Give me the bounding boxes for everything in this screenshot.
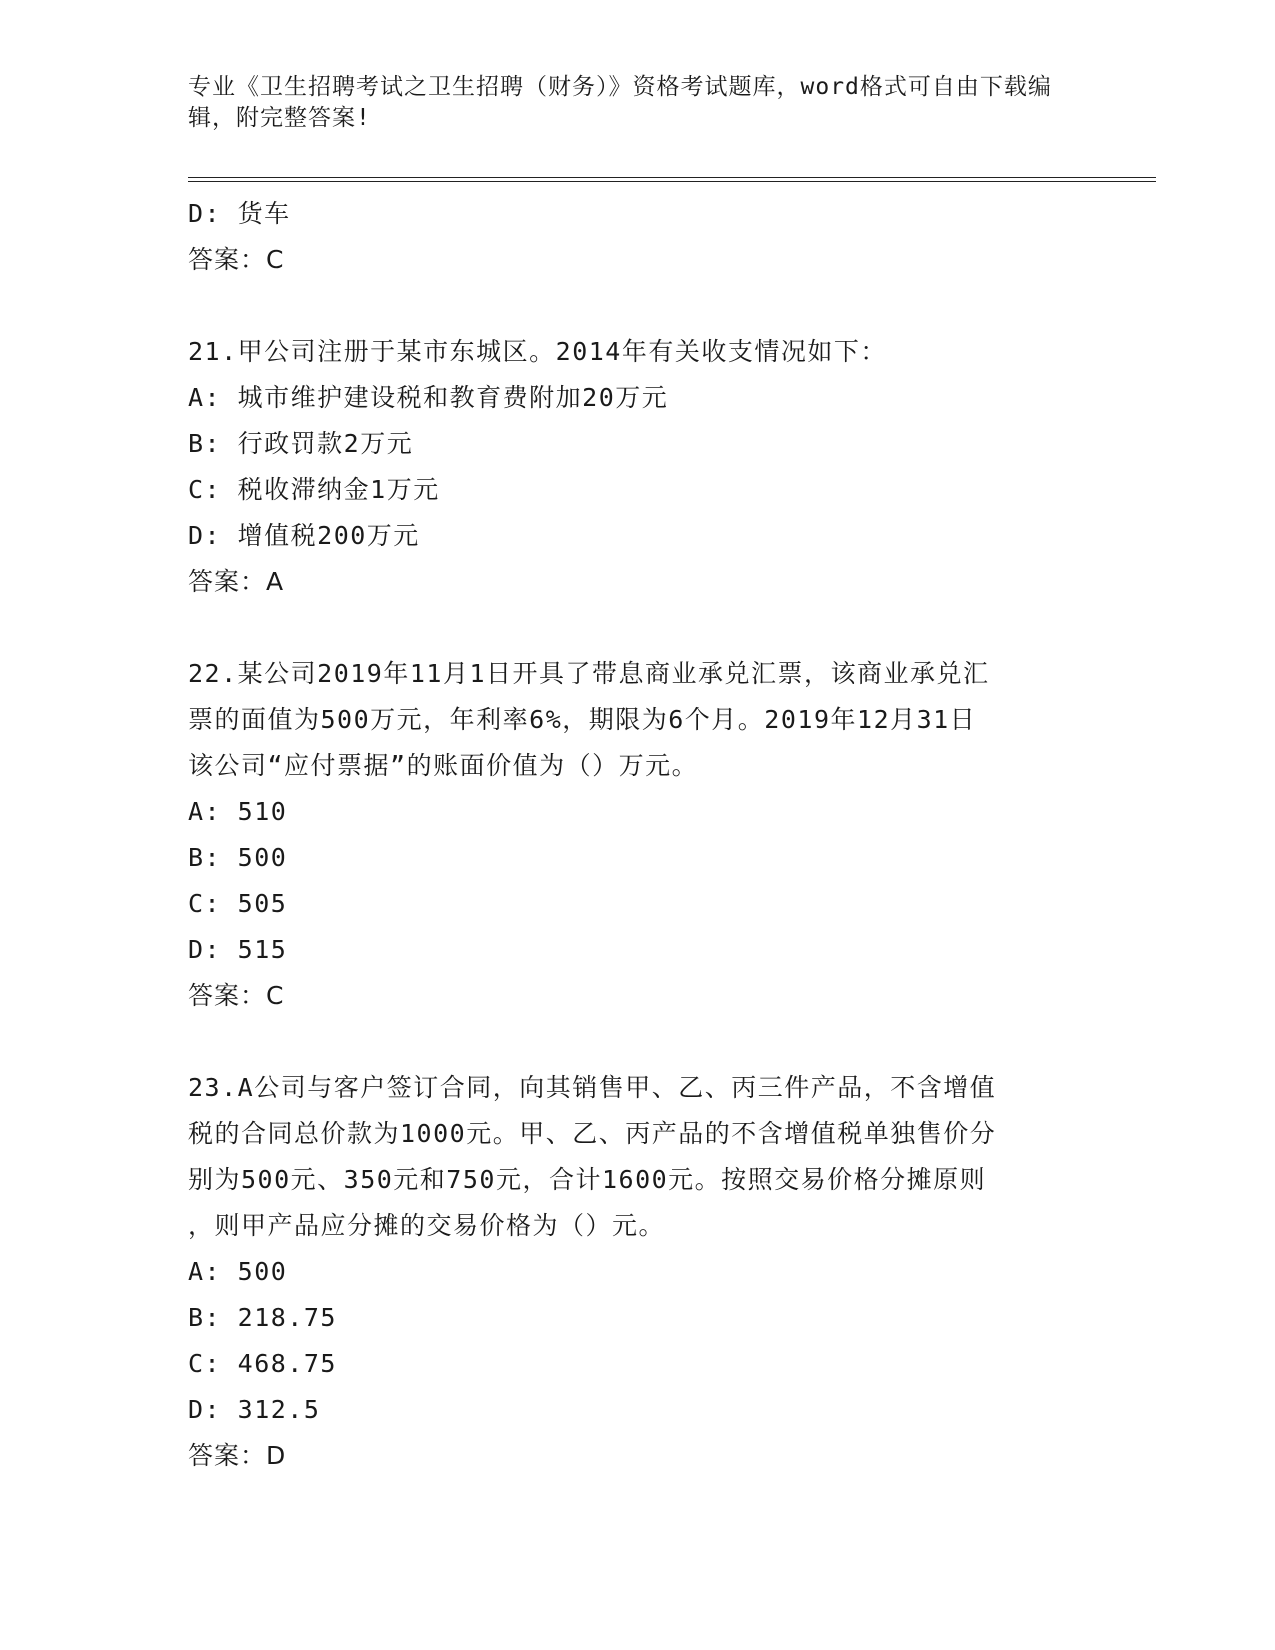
prev-option-d: D: 货车 [188,199,291,228]
option-d: D: 312.5 [188,1395,321,1424]
question-21 [188,329,1088,605]
question-stem-line: 23.A公司与客户签订合同，向其销售甲、乙、丙三件产品，不含增值 [188,1073,997,1102]
option-c: C: 505 [188,889,288,918]
answer: 答案：D [188,1441,287,1470]
answer: 答案：C [188,981,285,1010]
question-stem-line: 票的面值为500万元，年利率6%，期限为6个月。2019年12月31日 [188,705,977,734]
spacer [188,283,1088,329]
spacer [188,605,1088,651]
option-b: B: 500 [188,843,288,872]
document-header [188,72,1088,134]
question-stem: 21.甲公司注册于某市东城区。2014年有关收支情况如下： [188,337,887,366]
question-stem-line: 别为500元、350元和750元，合计1600元。按照交易价格分摊原则 [188,1165,987,1194]
spacer [188,1019,1088,1065]
option-a: A: 城市维护建设税和教育费附加20万元 [188,383,669,412]
question-22 [188,651,1088,1019]
question-stem-line: ，则甲产品应分摊的交易价格为（）元。 [188,1211,666,1240]
option-a: A: 510 [188,797,288,826]
option-d: D: 515 [188,935,288,964]
question-stem-line: 税的合同总价款为1000元。甲、乙、丙产品的不含增值税单独售价分 [188,1119,997,1148]
header-divider-bottom [188,181,1156,182]
question-23 [188,1065,1088,1479]
question-stem-line: 该公司“应付票据”的账面价值为（）万元。 [188,751,699,780]
option-c: C: 468.75 [188,1349,337,1378]
option-d: D: 增值税200万元 [188,521,420,550]
answer: 答案：A [188,567,285,596]
header-divider-top [188,177,1156,178]
prev-answer: 答案：C [188,245,285,274]
option-b: B: 行政罚款2万元 [188,429,414,458]
question-stem-line: 22.某公司2019年11月1日开具了带息商业承兑汇票，该商业承兑汇 [188,659,990,688]
question-list [188,191,1088,1479]
option-a: A: 500 [188,1257,288,1286]
option-c: C: 税收滞纳金1万元 [188,475,440,504]
option-b: B: 218.75 [188,1303,337,1332]
header-title: 专业《卫生招聘考试之卫生招聘（财务）》资格考试题库，word格式可自由下载编辑，附完整答案! [188,74,1052,131]
